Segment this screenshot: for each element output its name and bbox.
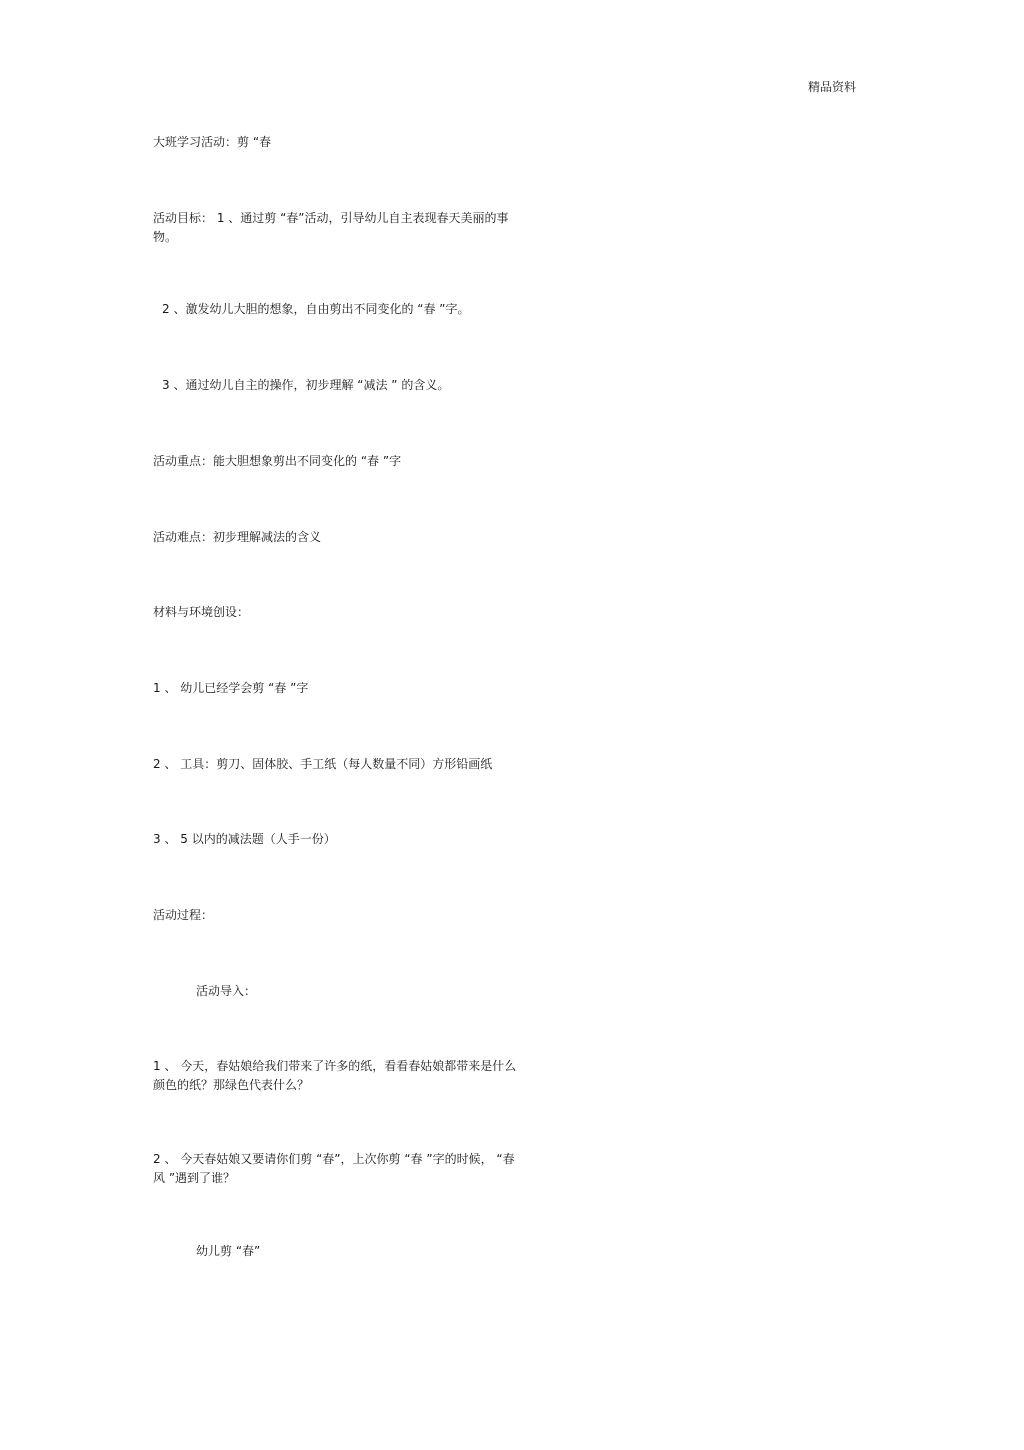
materials-heading: 材料与环境创设： xyxy=(153,605,250,619)
material-item-1: 1 、 幼儿已经学会剪 “春 ”字 xyxy=(153,681,309,695)
activity-goal-3: 3 、通过幼儿自主的操作，初步理解 “减法 ” 的含义。 xyxy=(162,378,450,392)
intro-heading: 活动导入： xyxy=(196,984,257,998)
document-title: 大班学习活动：剪 “春 xyxy=(153,135,272,149)
activity-goal-2: 2 、激发幼儿大胆的想象，自由剪出不同变化的 “春 ”字。 xyxy=(162,302,470,316)
process-heading: 活动过程： xyxy=(153,908,214,922)
material-item-2: 2 、 工具：剪刀、固体胶、手工纸（每人数量不同）方形铅画纸 xyxy=(153,757,493,771)
process-step-2: 2 、 今天春姑娘又要请你们剪 “春”，上次你剪 “春 ”字的时候， “春风 ”遇到了谁？ xyxy=(153,1152,515,1185)
process-step-1: 1 、 今天，春姑娘给我们带来了许多的纸，看看春姑娘都带来是什么颜色的纸？那绿色代表什么？ xyxy=(153,1059,517,1092)
difficulty: 活动难点：初步理解减法的含义 xyxy=(153,530,322,544)
child-cut-step: 幼儿剪 “春” xyxy=(196,1244,261,1258)
header-label: 精品资料 xyxy=(808,80,857,94)
key-point: 活动重点：能大胆想象剪出不同变化的 “春 ”字 xyxy=(153,454,402,468)
material-item-3: 3 、 5 以内的减法题（人手一份） xyxy=(153,832,336,846)
activity-goal-1: 活动目标： 1 、通过剪 “春”活动，引导幼儿自主表现春天美丽的事物。 xyxy=(153,211,509,244)
